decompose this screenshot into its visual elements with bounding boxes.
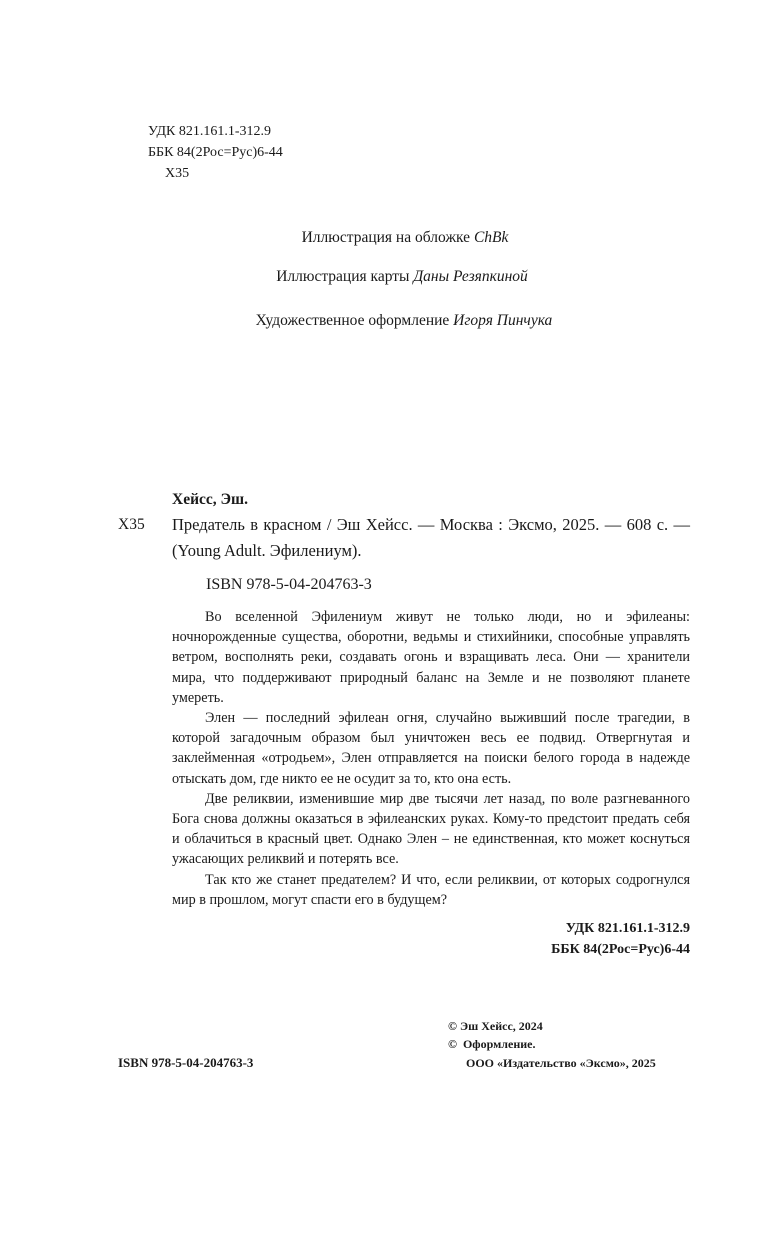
bib-isbn: ISBN 978-5-04-204763-3	[206, 576, 372, 593]
copyright-author: © Эш Хейсс, 2024	[448, 1019, 543, 1033]
annotation-paragraph: Две реликвии, изменившие мир две тысячи лет назад, по воле разгневанного Бога снова должны оказаться в эфилеанских руках. Кому-то предстоит предать себя и облачиться в красный цвет. Однако Элен – не единственная, кто может коснуться ужасающих реликвий и потерять все.	[172, 790, 690, 868]
credit-map-label: Иллюстрация карты	[276, 268, 414, 285]
annotation	[172, 607, 690, 910]
bib-description: Предатель в красном / Эш Хейсс. — Москва : Эксмо, 2025. — 608 с. — (Young Adult. Эфилениум).	[172, 515, 690, 560]
annotation-paragraph: Так кто же станет предателем? И что, если реликвии, от которых содрогнулся мир в прошлом, могут спасти его в будущем?	[172, 871, 690, 908]
credit-cover	[0, 229, 768, 247]
annotation-paragraph: Во вселенной Эфилениум живут не только люди, но и эфилеаны: ночнорожденные существа, оборотни, ведьмы и стихийники, способные управлять ветром, восполнять реки, создавать огонь и взращивать леса. Они — хранители мира, что поддерживают природный баланс на Земле и не позволяют планете умереть.	[172, 609, 690, 706]
bib-mark: Х35	[118, 516, 145, 533]
bib-author: Хейсс, Эш.	[172, 491, 248, 508]
top-bbk: ББК 84(2Рос=Рус)6-44	[148, 145, 283, 160]
top-author-mark: Х35	[165, 166, 190, 181]
footer-isbn: ISBN 978-5-04-204763-3	[118, 1055, 254, 1070]
credit-design	[0, 312, 768, 330]
copyright-publisher: ООО «Издательство «Эксмо», 2025	[466, 1056, 656, 1070]
credit-cover-name: ChBk	[473, 229, 509, 246]
annotation-paragraph: Элен — последний эфилеан огня, случайно выживший после трагедии, в которой загадочным образом был уничтожен весь ее подвид. Отвергнутая и заклейменная «отродьем», Элен отправляется на поиски белого города в надежде отыскать дом, где никто ее не осудит за то, кто она есть.	[172, 710, 690, 787]
copyright-design: © Оформление.	[448, 1037, 536, 1051]
credit-design-name: Игоря Пинчука	[453, 312, 553, 329]
top-udk: УДК 821.161.1-312.9	[148, 124, 272, 139]
bottom-udk: УДК 821.161.1-312.9	[565, 921, 690, 936]
bottom-bbk: ББК 84(2Рос=Рус)6-44	[551, 942, 690, 957]
credit-map	[0, 268, 768, 286]
credit-design-label: Художественное оформление	[255, 312, 454, 329]
credit-map-name: Даны Резяпкиной	[413, 268, 528, 285]
credit-cover-label: Иллюстрация на обложке	[301, 229, 474, 246]
